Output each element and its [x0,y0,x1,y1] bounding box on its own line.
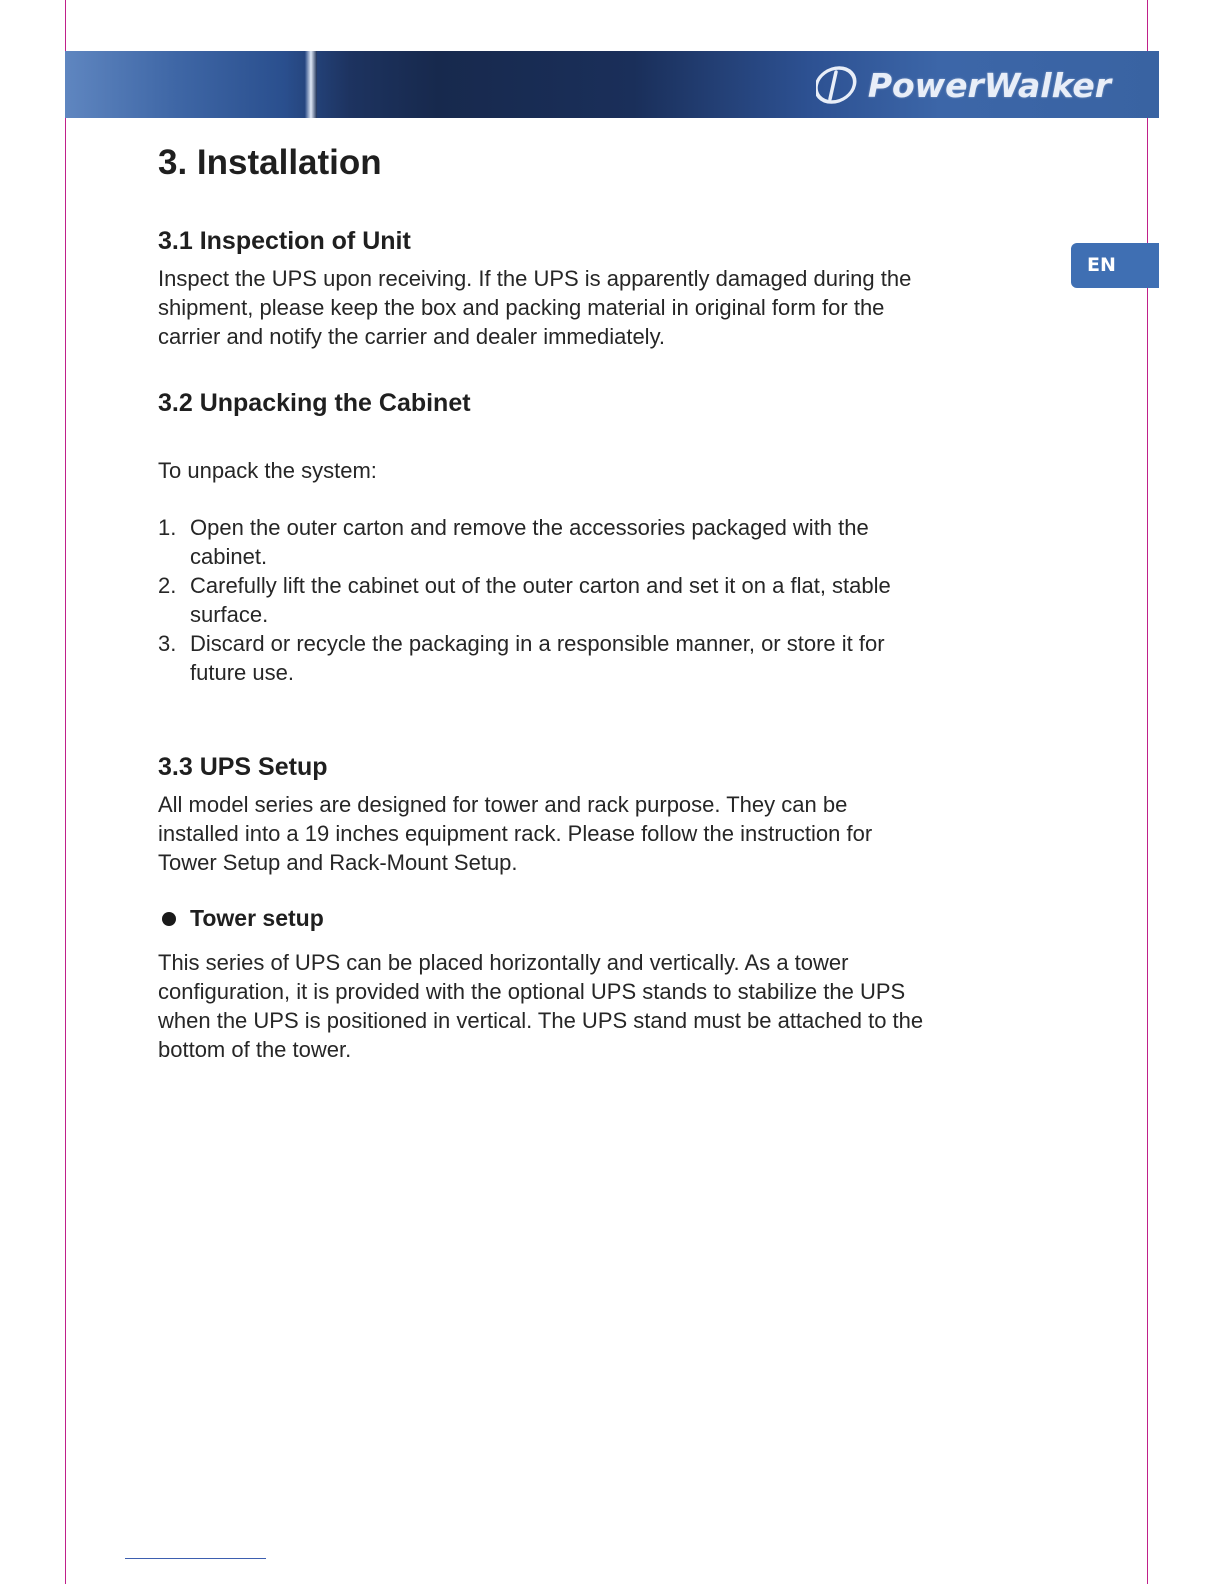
text-line: This series of UPS can be placed horizontally and vertically. As a tower [158,950,849,975]
unpacking-intro: To unpack the system: [158,458,377,483]
text-line: Open the outer carton and remove the accessories packaged with the [190,515,869,540]
step-number: 2. [158,573,177,598]
bullet-dot-icon [162,912,176,926]
text-line: surface. [190,602,269,627]
subsection-heading-tower: Tower setup [190,905,324,931]
text-line: carrier and notify the carrier and dealer immediately. [158,324,666,349]
text-line: installed into a 19 inches equipment rack. Please follow the instruction for [158,821,873,846]
unpacking-steps-list [158,513,1038,687]
text-line: when the UPS is positioned in vertical. The UPS stand must be attached to the [158,1008,924,1033]
section-heading-unpacking: 3.2 Unpacking the Cabinet [158,389,471,417]
text-line: Discard or recycle the packaging in a responsible manner, or store it for [190,631,885,656]
text-line: shipment, please keep the box and packing material in original form for the [158,295,885,320]
powerwalker-logo-icon [816,63,864,107]
brand-name: PowerWalker [867,65,1111,105]
footer-rule [125,1558,266,1559]
text-line: Tower Setup and Rack-Mount Setup. [158,850,518,875]
right-margin-line [1147,0,1148,1584]
step-number: 3. [158,631,177,656]
setup-paragraph [158,790,1038,877]
text-line: configuration, it is provided with the optional UPS stands to stabilize the UPS [158,979,906,1004]
list-item [158,629,1038,687]
section-heading-inspection: 3.1 Inspection of Unit [158,227,411,255]
brand-logo [816,63,1111,107]
header-light-slit [305,51,317,118]
text-line: bottom of the tower. [158,1037,352,1062]
tower-setup-bullet [158,905,324,932]
text-line: Inspect the UPS upon receiving. If the UPS is apparently damaged during the [158,266,912,291]
list-item [158,571,1038,629]
tower-paragraph [158,948,1038,1064]
inspection-paragraph [158,264,1038,351]
section-heading-setup: 3.3 UPS Setup [158,753,328,781]
text-line: Carefully lift the cabinet out of the outer carton and set it on a flat, stable [190,573,891,598]
language-tab-en[interactable]: EN [1071,243,1159,288]
step-number: 1. [158,515,177,540]
header-banner [65,51,1159,118]
text-line: All model series are designed for tower and rack purpose. They can be [158,792,848,817]
text-line: cabinet. [190,544,268,569]
text-line: future use. [190,660,294,685]
left-margin-line [65,0,66,1584]
list-item [158,513,1038,571]
page-title: 3. Installation [158,143,382,182]
